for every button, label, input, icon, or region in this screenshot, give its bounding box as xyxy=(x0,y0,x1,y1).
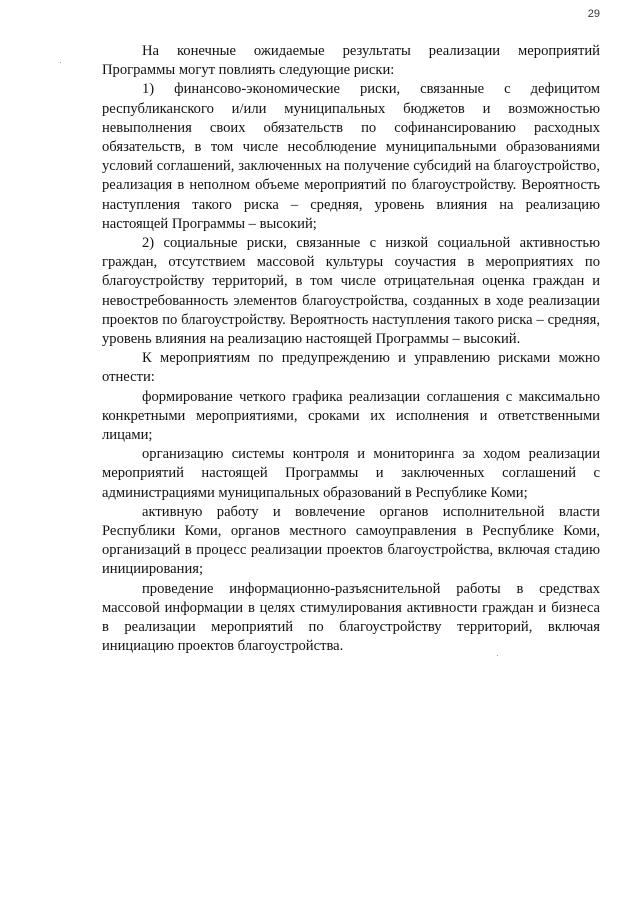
paragraph-measure-engagement: активную работу и вовлечение органов исполнительной власти Республики Коми, органов местного самоуправления в Республике Коми, организаций в процесс реализации проектов благоустройства, включая стадию инициирования; xyxy=(102,503,600,578)
scan-speck xyxy=(60,62,61,63)
paragraph-social-risks: 2) социальные риски, связанные с низкой социальной активностью граждан, отсутствием массовой культуры соучастия в мероприятиях по благоустройству территорий, в том числе отрицательная оценка граждан и невостребованность элементов благоустройства, созданных в ходе реализации проектов по благоустройству. Вероятность наступления такого риска – средняя, уровень влияния на реализацию настоящей Программы – высокий. xyxy=(102,235,600,348)
paragraph-measure-information: проведение информационно-разъяснительной работы в средствах массовой информации в целях стимулирования активности граждан и бизнеса в реализации мероприятий по благоустройству территорий, включая инициацию проектов благоустройства. xyxy=(102,580,600,655)
paragraph-measure-schedule: формирование четкого графика реализации соглашения с максимально конкретными мероприятиями, сроками их исполнения и ответственными лицами; xyxy=(102,388,600,444)
paragraph-measure-monitoring: организацию системы контроля и мониторинга за ходом реализации мероприятий настоящей Программы и заключенных соглашений с администрациями муниципальных образований в Республике Коми; xyxy=(102,446,600,501)
page-number: 29 xyxy=(587,8,600,20)
paragraph-financial-risks: 1) финансово-экономические риски, связанные с дефицитом республиканского и/или муниципальных бюджетов и возможностью невыполнения своих обязательств по софинансированию расходных обязательств, в том числе несоблюдение муниципальными образованиями условий соглашений, заключенных на получение субсидий на благоустройство, реализация в неполном объеме мероприятий по благоустройству. Вероятность наступления такого риска – средняя, уровень влияния на реализацию настоящей Программы – высокий; xyxy=(102,81,600,232)
scan-speck xyxy=(497,655,498,656)
paragraph-intro: На конечные ожидаемые результаты реализации мероприятий Программы могут повлиять следующие риски: xyxy=(102,43,600,79)
document-body xyxy=(102,42,600,657)
paragraph-risk-measures-intro: К мероприятиям по предупреждению и управлению рисками можно отнести: xyxy=(102,350,600,386)
